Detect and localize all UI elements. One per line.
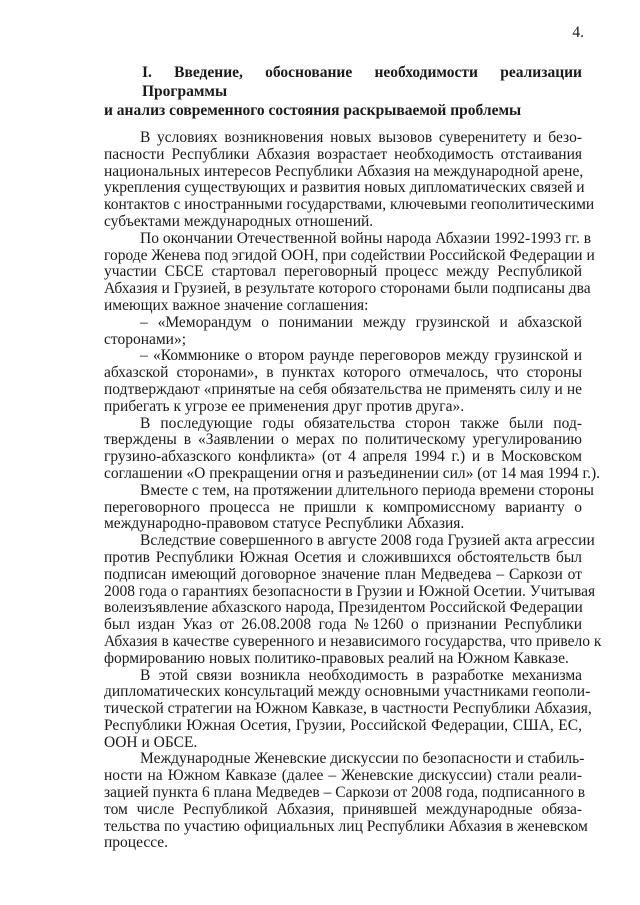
text-line: 2008 года о гарантиях безопасности в Грузии и Южной Осетии. Учитывая [104,582,596,600]
text-line: субъектами международных отношений. [104,212,374,230]
document-body [104,129,602,852]
text-line: тельства по участию официальных лиц Республики Абхазия в женевском [104,817,588,835]
text-line: подписан имеющий договорное значение план Медведева – Саркози от [104,565,582,583]
paragraph [104,532,602,667]
text-line: Абхазия и Грузией, в результате которого сторонами были подписаны два [104,280,591,298]
text-line: имеющих важное значение соглашения: [104,296,369,314]
text-line: соглашении «О прекращении огня и разъединении сил» (от 14 мая 1994 г.). [104,464,600,482]
text-line: – «Коммюнике о втором раунде переговоров между грузинской и [140,347,582,365]
text-line: укрепления существующих и развития новых дипломатических связей и [104,179,585,197]
text-line: том числе Республикой Абхазия, принявшей международные обяза- [104,800,582,818]
paragraph [104,666,592,752]
heading-line: и анализ современного состояния раскрываемой проблемы [104,102,522,119]
text-line: тверждены в «Заявлении о мерах по политическому урегулированию [104,431,582,449]
text-line: В этой связи возникла необходимость в разработке механизма [140,666,582,684]
text-line: тической стратегии на Южном Кавказе, в частности Республики Абхазия, [104,700,592,718]
paragraph [104,315,582,349]
paragraph [104,414,600,483]
paragraph [104,129,595,231]
text-line: прибегать к угрозе ее применения друг против друга». [104,397,465,415]
paragraph [104,348,582,415]
text-line: В условиях возникновения новых вызовов суверенитету и безо- [140,129,582,146]
paragraph [104,481,594,533]
text-line: городе Женева под эгидой ООН, при содействии Российской Федерации и [104,246,595,264]
text-line: дипломатических консультаций между основными участниками геополи- [104,683,591,701]
paragraph [104,229,595,315]
text-line: Абхазия в качестве суверенного и независимого государства, что привело к [104,632,602,650]
text-line: участии СБСЕ стартовал переговорный процесс между Республикой [104,263,582,281]
text-line: грузино-абхазского конфликта» (от 4 апреля 1994 г.) и в Московском [104,448,582,466]
heading-line: I. Введение, обоснование необходимости реализации Программы [142,64,582,100]
text-line: подтверждают «принятые на себя обязательства не применять силу и не [104,380,582,398]
text-line: Республики Южная Осетия, Грузии, Российской Федерации, США, ЕС, [104,716,582,734]
text-line: В последующие годы обязательства сторон также были под- [140,414,582,432]
text-line: волеизъявление абхазского народа, Президентом Российской Федерации [104,599,583,617]
text-line: абхазской сторонами», в пунктах которого отмечалось, что стороны [104,364,582,382]
text-line: сторонами»; [104,330,187,348]
text-line: пасности Республики Абхазия возрастает необходимость отстаивания [104,145,582,163]
text-line: международно-правовом статусе Республики Абхазия. [104,515,465,533]
text-line: – «Меморандум о понимании между грузинской и абхазской [140,313,582,331]
text-line: зацией пункта 6 плана Медведев – Саркози от 2008 года, подписанного в [104,784,586,802]
text-line: процессе. [104,834,169,852]
section-heading [104,63,582,120]
text-line: формированию новых политико-правовых реалий на Южном Кавказе. [104,649,569,667]
text-line: против Республики Южная Осетия и сложившихся обстоятельств был [104,548,582,566]
text-line: Вместе с тем, на протяжении длительного периода времени стороны [140,481,594,499]
text-line: Вследствие совершенного в августе 2008 года Грузией акта агрессии [140,532,595,550]
paragraph [104,750,588,852]
text-line: контактов с иностранными государствами, ключевыми геополитическими [104,196,595,214]
text-line: переговорного процесса не пришли к компромиссному варианту о [104,498,582,516]
page-number: 4. [572,24,584,41]
text-line: национальных интересов Республики Абхазия на международной арене, [104,162,584,180]
text-line: ООН и ОБСЕ. [104,733,198,751]
text-line: был издан Указ от 26.08.2008 года №1260 о признании Республики [104,616,582,634]
text-line: ности на Южном Кавказе (далее – Женевские дискуссии) стали реали- [104,767,582,785]
text-line: По окончании Отечественной войны народа Абхазии 1992-1993 гг. в [140,229,592,247]
text-line: Международные Женевские дискуссии по безопасности и стабиль- [140,750,585,768]
